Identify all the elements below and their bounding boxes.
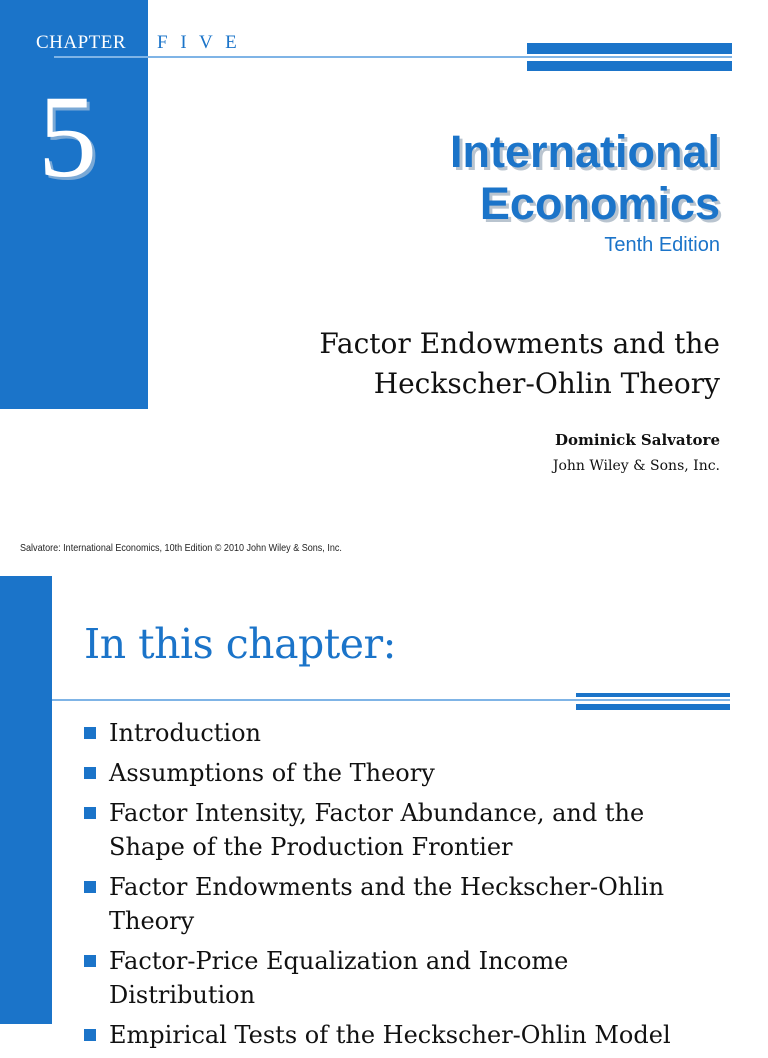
chapter-word: F I V E	[157, 32, 241, 53]
list-item	[84, 944, 724, 1012]
slide2-title: In this chapter:	[84, 620, 396, 668]
square-bullet-icon	[84, 767, 96, 779]
chapter-number: 5	[38, 71, 97, 202]
chapter-number-panel	[0, 0, 148, 409]
chapter-label: CHAPTER	[36, 32, 127, 53]
square-bullet-icon	[84, 727, 96, 739]
header-rule-thin	[54, 56, 732, 58]
square-bullet-icon	[84, 881, 96, 893]
book-title-line2: Economics	[479, 178, 720, 229]
header-rule-thick-top	[527, 43, 732, 54]
slide2-rule-thick-top	[576, 693, 730, 697]
slide2-side-strip	[0, 576, 52, 1024]
header-rule-thick-bottom	[527, 61, 732, 71]
edition-label: Tenth Edition	[604, 234, 720, 256]
list-item-line1: Introduction	[109, 719, 261, 747]
author-name: Dominick Salvatore	[555, 431, 720, 449]
chapter-title-line2: Heckscher-Ohlin Theory	[373, 367, 720, 400]
list-item-line2: Shape of the Production Frontier	[109, 833, 513, 861]
square-bullet-icon	[84, 807, 96, 819]
list-item-line2: Distribution	[109, 981, 256, 1009]
book-title	[450, 126, 720, 230]
slide2-rule-thin	[52, 699, 730, 701]
list-item	[84, 1018, 724, 1052]
book-title-line1: International	[449, 126, 720, 177]
chapter-title	[319, 324, 720, 404]
chapter-contents-list	[84, 716, 724, 1058]
list-item-line1: Factor Intensity, Factor Abundance, and the	[109, 799, 645, 827]
square-bullet-icon	[84, 955, 96, 967]
list-item	[84, 756, 724, 790]
list-item-line1: Empirical Tests of the Heckscher-Ohlin Model	[109, 1021, 671, 1049]
publisher-name: John Wiley & Sons, Inc.	[552, 458, 720, 474]
list-item-line2: Theory	[109, 907, 195, 935]
list-item-line1: Factor-Price Equalization and Income	[109, 947, 569, 975]
square-bullet-icon	[84, 1029, 96, 1041]
list-item	[84, 796, 724, 864]
copyright-footer: Salvatore: International Economics, 10th Edition © 2010 John Wiley & Sons, Inc.	[20, 542, 342, 554]
list-item	[84, 870, 724, 938]
list-item	[84, 716, 724, 750]
chapter-title-line1: Factor Endowments and the	[319, 327, 720, 360]
list-item-line1: Factor Endowments and the Heckscher-Ohlin	[109, 873, 665, 901]
slide2-rule-thick-bottom	[576, 704, 730, 710]
list-item-line1: Assumptions of the Theory	[109, 759, 435, 787]
